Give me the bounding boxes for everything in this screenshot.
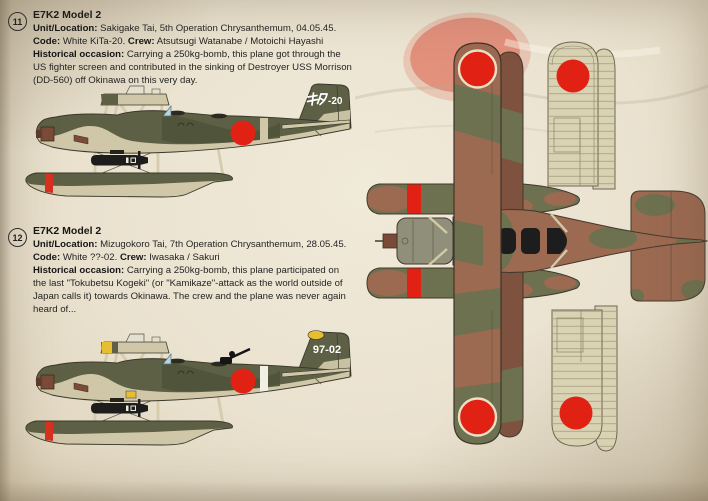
crew-text: Atsutsugi Watanabe / Motoichi Hayashi (156, 36, 324, 47)
plane-12-side-profile (14, 328, 354, 478)
unit-text: Mizugokoro Tai, 7th Operation Chrysanthemum, 28.05.45. (100, 239, 347, 250)
main-float (26, 173, 233, 197)
hinomaru-roundel (231, 369, 256, 394)
plan-view (355, 0, 708, 501)
unit-label: Unit/Location: (33, 23, 98, 34)
hinomaru-roundel (231, 121, 256, 146)
entry-description (33, 22, 355, 87)
entry-number-badge (8, 12, 27, 31)
plane-11-side-profile (14, 80, 354, 230)
propeller-hub (41, 375, 54, 389)
occasion-text: Carrying a 250kg-bomb, this plane got through the US fighter screen and contributed in the sinking of Destroyer USS Morrison (DD-560) off Okinawa on this very day. (33, 49, 352, 86)
faded-flag-background (355, 6, 708, 134)
wing-root-yellow-mark (126, 391, 136, 398)
code-text: White KiTa-20. (62, 36, 126, 47)
cockpit-opening (169, 111, 185, 116)
occasion-text: Carrying a 250kg-bomb, this plane participated on the last "Tokubetsu Kogeki" (or "Kamikaze"-attack as the world outside of Japan calls it) towards Okinawa. The crew and the plane was never again heard of... (33, 265, 346, 315)
code-text: White ??-02. (62, 252, 118, 263)
float-red-stripe (45, 421, 53, 441)
wing-roundel-top (459, 51, 496, 88)
entry-number: 11 (12, 16, 23, 27)
entry-number: 12 (12, 232, 23, 243)
occasion-label: Historical occasion: (33, 49, 125, 60)
entry-text-block (33, 225, 355, 316)
rear-cockpit-opening (211, 114, 227, 119)
center-section-windscreen (126, 334, 144, 342)
entry-number-badge (8, 228, 27, 247)
fuselage-white-band (260, 366, 268, 398)
cockpit-opening-plan (521, 228, 540, 254)
float-red-stripe (45, 173, 53, 193)
engine-cowl-plan (397, 218, 453, 264)
entry-text-block (33, 9, 355, 87)
upper-wing-profile (101, 86, 169, 105)
cockpit-opening (169, 359, 185, 364)
upper-wing-profile (101, 334, 169, 353)
wing-yellow-mark (102, 342, 112, 353)
code-label: Code: (33, 36, 61, 47)
propeller-hub (41, 127, 54, 141)
occasion-label: Historical occasion: (33, 265, 125, 276)
unit-label: Unit/Location: (33, 239, 98, 250)
tail-code-suffix: -20 (328, 96, 343, 107)
propeller-hub-plan (383, 234, 397, 248)
unit-text: Sakigake Tai, 5th Operation Chrysanthemum, 04.05.45. (100, 23, 337, 34)
upper-wing-plan (454, 43, 501, 444)
float-red-stripe (407, 268, 421, 298)
entry-title: E7K2 Model 2 (33, 9, 102, 21)
entry-title: E7K2 Model 2 (33, 225, 102, 237)
main-float (26, 421, 233, 445)
center-section-windscreen (126, 86, 144, 94)
code-label: Code: (33, 252, 61, 263)
fin-yellow-patch (308, 331, 324, 340)
machine-gun (220, 349, 250, 364)
underside-wing-panels-bottom (552, 306, 617, 451)
crew-label: Crew: (119, 252, 147, 263)
tail-code: 97-02 (312, 344, 342, 356)
entry-description (33, 238, 355, 316)
crew-label: Crew: (127, 36, 155, 47)
underside-wing-panels-top (548, 42, 615, 189)
underside-roundel (557, 60, 590, 93)
float-red-stripe (407, 184, 421, 214)
underside-roundel (560, 397, 593, 430)
crew-text: Iwasaka / Sakuri (149, 252, 220, 263)
wing-roundel-bottom (459, 399, 496, 436)
fuselage-band (260, 118, 268, 150)
